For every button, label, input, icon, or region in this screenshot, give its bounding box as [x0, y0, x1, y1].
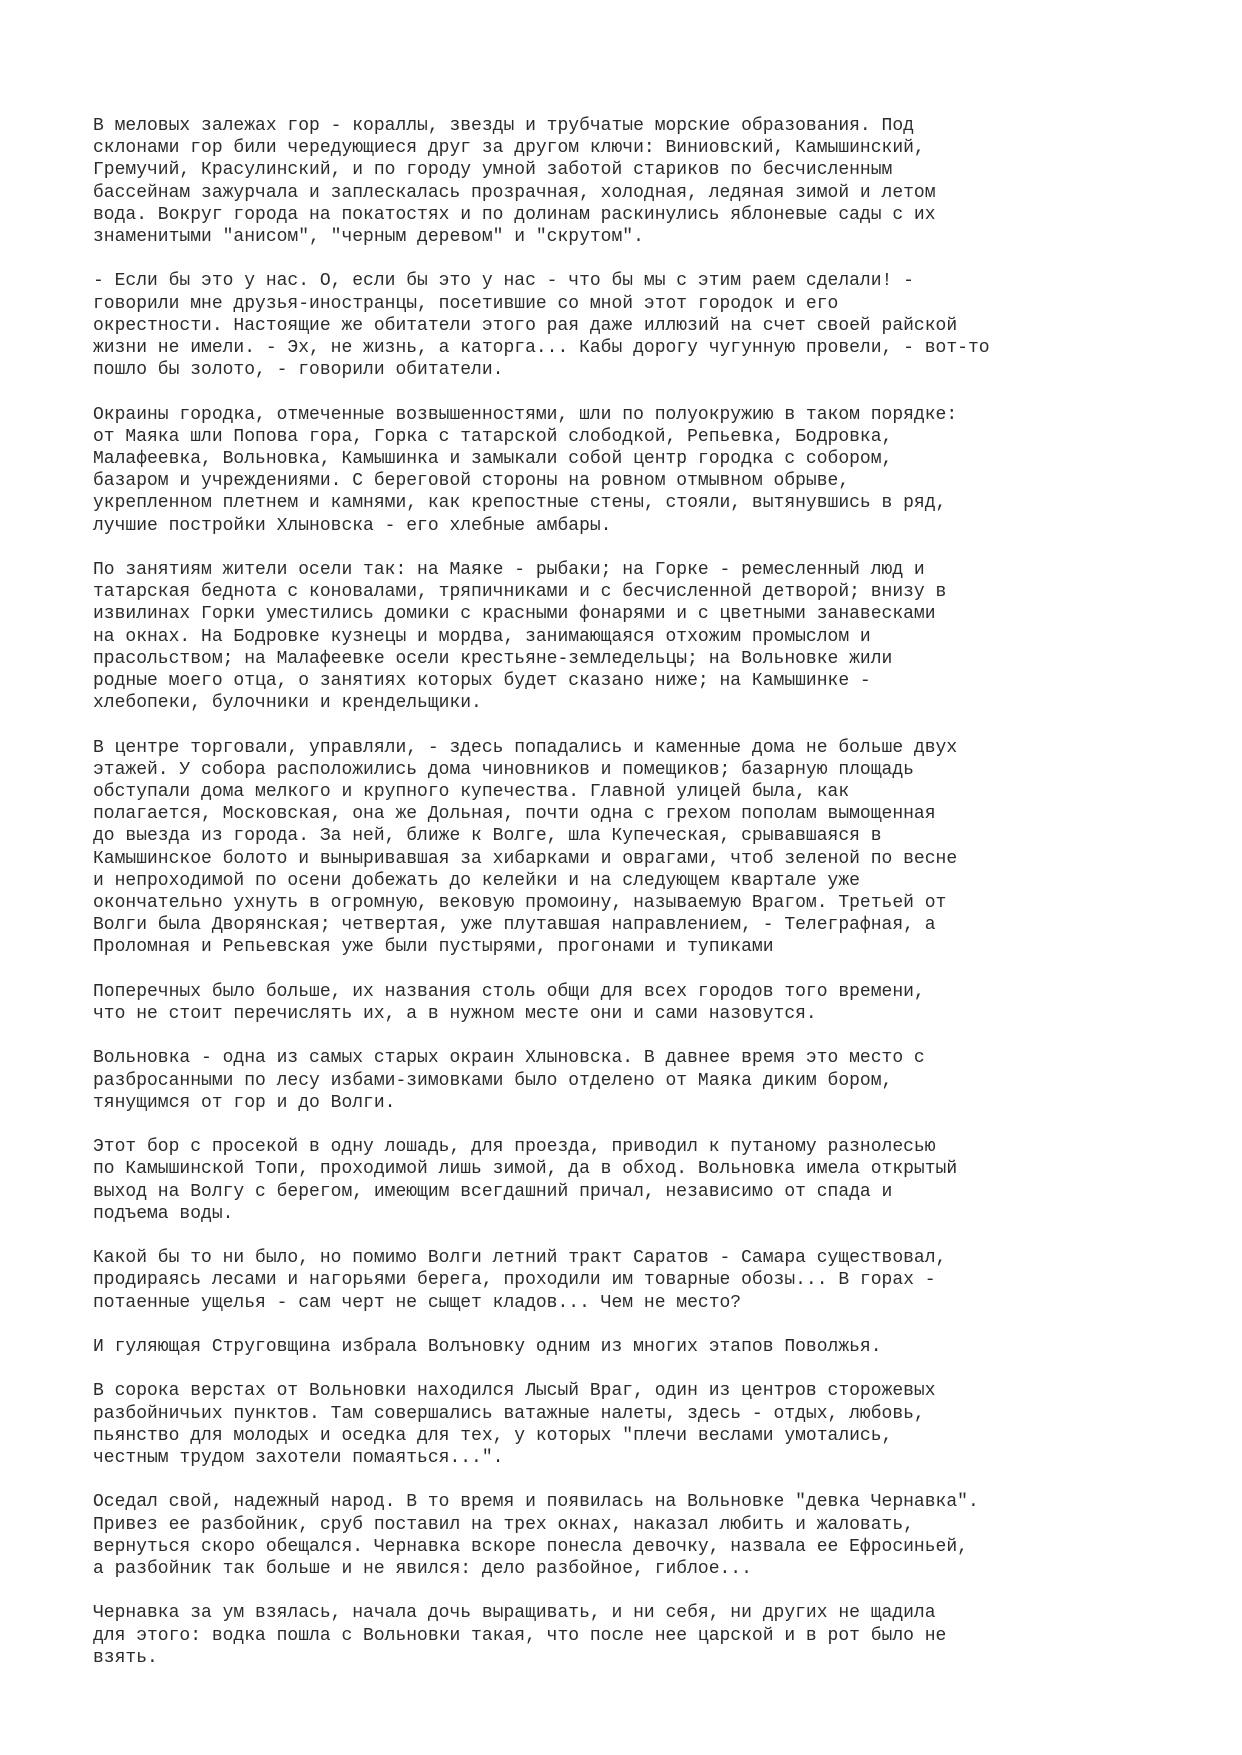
paragraph-13: Чернавка за ум взялась, начала дочь выращивать, и ни себя, ни других не щадила для этого: водка пошла с Вольновки такая, что после нее царской и в рот было не взять.: [93, 1603, 947, 1668]
paragraph-2: - Если бы это у нас. О, если бы это у нас - что бы мы с этим раем сделали! - говорили мне друзья-иностранцы, посетившие со мной этот городок и его окрестности. Настоящие же обитатели этого рая даже иллюзий на счет своей райской жизни не имели. - Эх, не жизнь, а каторга... Кабы дорогу чугунную провели, - вот-то пошло бы золото, - говорили обитатели.: [93, 271, 990, 381]
paragraph-10: И гуляющая Струговщина избрала Волъновку одним из многих этапов Поволжья.: [93, 1337, 882, 1358]
paragraph-7: Вольновка - одна из самых старых окраин Хлыновска. В давнее время это место с разбросанными по лесу избами-зимовками было отделено от Маяка диким бором, тянущимся от гор и до Волги.: [93, 1048, 925, 1113]
paragraph-9: Какой бы то ни было, но помимо Волги летний тракт Саратов - Самара существовал, продираясь лесами и нагорьями берега, проходили им товарные обозы... В горах - потаенные ущелья - сам черт не сыщет кладов... Чем не место?: [93, 1248, 947, 1313]
paragraph-4: По занятиям жители осели так: на Маяке - рыбаки; на Горке - ремесленный люд и татарская беднота с коновалами, тряпичниками и с бесчисленной детворой; внизу в извилинах Горки уместились домики с красными фонарями и с цветными занавесками на окнах. На Бодровке кузнецы и мордва, занимающаяся отхожим промыслом и прасольством; на Малафеевке осели крестьяне-земледельцы; на Вольновке жили родные моего отца, о занятиях которых будет сказано ниже; на Камышинке - хлебопеки, булочники и крендельщики.: [93, 560, 947, 714]
paragraph-3: Окраины городка, отмеченные возвышенностями, шли по полуокружию в таком порядке: от Маяка шли Попова гора, Горка с татарской слободкой, Репьевка, Бодровка, Малафеевка, Вольновка, Камышинка и замыкали собой центр городка с собором, базаром и учреждениями. С береговой стороны на ровном отмывном обрыве, укрепленном плетнем и камнями, как крепостные стены, стояли, вытянувшись в ряд, лучшие постройки Хлыновска - его хлебные амбары.: [93, 404, 958, 536]
paragraph-8: Этот бор с просекой в одну лошадь, для проезда, приводил к путаному разнолесью по Камышинской Топи, проходимой лишь зимой, да в обход. Вольновка имела открытый выход на Волгу с берегом, имеющим всегдашний причал, независимо от спада и подъема воды.: [93, 1137, 958, 1224]
text-body: [93, 115, 1173, 1669]
paragraph-12: Оседал свой, надежный народ. В то время и появилась на Вольновке "девка Чернавка". Привез ее разбойник, сруб поставил на трех окнах, наказал любить и жаловать, вернуться скоро обещался. Чернавка вскоре понесла девочку, назвала ее Ефросиньей, а разбойник так больше и не явился: дело разбойное, гиблое...: [93, 1492, 979, 1580]
paragraph-5: В центре торговали, управляли, - здесь попадались и каменные дома не больше двух этажей. У собора расположились дома чиновников и помещиков; базарную площадь обступали дома мелкого и крупного купечества. Главной улицей была, как полагается, Московская, она же Дольная, почти одна с грехом пополам вымощенная до выезда из города. За ней, ближе к Волге, шла Купеческая, срывавшаяся в Камышинское болото и выныривавшая за хибарками и оврагами, чтоб зеленой по весне и непроходимой по осени добежать до келейки и на следующем квартале уже окончательно ухнуть в огромную, вековую промоину, называемую Врагом. Третьей от Волги была Дворянская; четвертая, уже плутавшая направлением, - Телеграфная, а Проломная и Репьевская уже были пустырями, прогонами и тупиками: [93, 737, 958, 958]
paragraph-6: Поперечных было больше, их названия столь общи для всех городов того времени, что не стоит перечислять их, а в нужном месте они и сами назовутся.: [93, 981, 925, 1025]
paragraph-11: В сорока верстах от Вольновки находился Лысый Враг, один из центров сторожевых разбойничьих пунктов. Там совершались ватажные налеты, здесь - отдых, любовь, пьянство для молодых и оседка для тех, у которых "плечи веслами умотались, честным трудом захотели помаяться...".: [93, 1381, 936, 1469]
paragraph-1: В меловых залежах гор - кораллы, звезды и трубчатые морские образования. Под склонами гор били чередующиеся друг за другом ключи: Виниовский, Камышинский, Гремучий, Красулинский, и по городу умной заботой стариков по бесчисленным бассейнам зажурчала и заплескалась прозрачная, холодная, ледяная зимой и летом вода. Вокруг города на покатостях и по долинам раскинулись яблоневые сады с их знаменитыми "анисом", "черным деревом" и "скрутом".: [93, 116, 936, 248]
